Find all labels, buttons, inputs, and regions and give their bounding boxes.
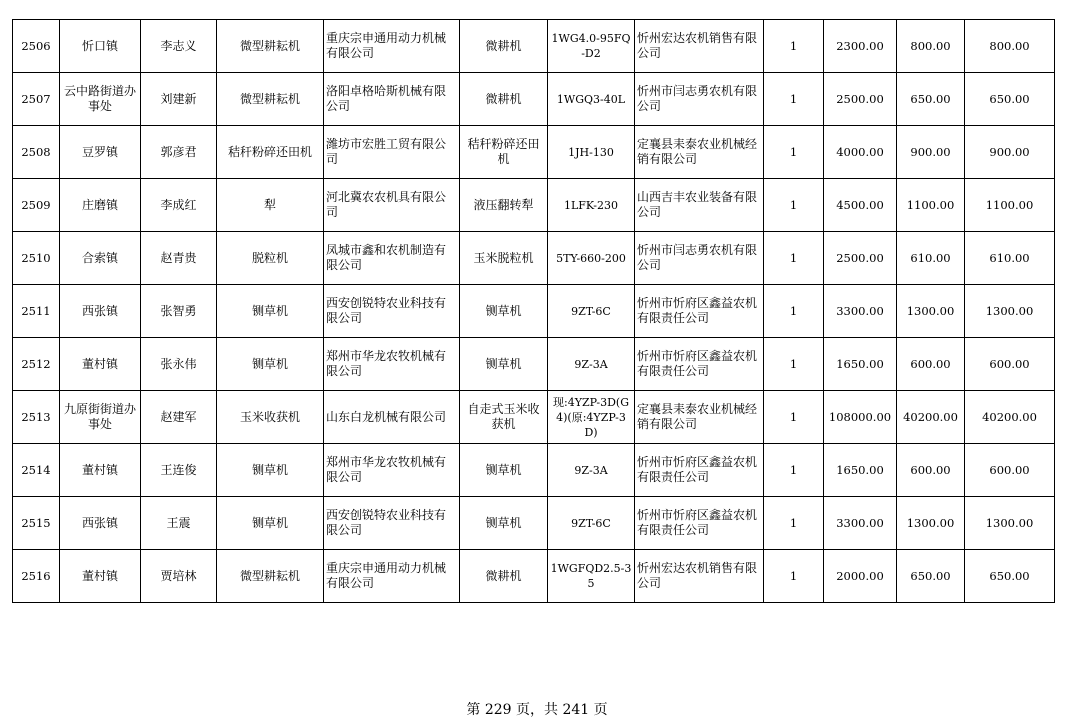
quantity-cell: 1 [764,497,824,550]
serial-number-cell: 2507 [13,73,60,126]
machine-category-cell: 铡草机 [217,444,324,497]
town-cell: 合索镇 [60,232,141,285]
dealer-cell: 忻州市忻府区鑫益农机有限责任公司 [635,497,764,550]
town-cell: 云中路街道办事处 [60,73,141,126]
purchaser-name-cell: 王连俊 [141,444,217,497]
dealer-cell: 忻州宏达农机销售有限公司 [635,550,764,603]
subsidy-cell: 650.00 [897,550,965,603]
product-name-cell: 液压翻转犁 [460,179,548,232]
product-name-cell: 微耕机 [460,20,548,73]
total-subsidy-cell: 610.00 [965,232,1055,285]
town-cell: 董村镇 [60,444,141,497]
subsidy-table-container [12,19,1054,603]
total-subsidy-cell: 900.00 [965,126,1055,179]
product-name-cell: 玉米脱粒机 [460,232,548,285]
manufacturer-cell: 重庆宗申通用动力机械有限公司 [324,20,460,73]
unit-price-cell: 3300.00 [824,497,897,550]
table-row [13,73,1055,126]
table-row [13,550,1055,603]
town-cell: 董村镇 [60,338,141,391]
machine-category-cell: 微型耕耘机 [217,20,324,73]
total-subsidy-cell: 40200.00 [965,391,1055,444]
town-cell: 九原街街道办事处 [60,391,141,444]
product-name-cell: 铡草机 [460,285,548,338]
purchaser-name-cell: 刘建新 [141,73,217,126]
quantity-cell: 1 [764,232,824,285]
dealer-cell: 忻州市忻府区鑫益农机有限责任公司 [635,444,764,497]
table-row [13,20,1055,73]
unit-price-cell: 2500.00 [824,232,897,285]
model-cell: 9Z-3A [548,338,635,391]
model-cell: 9ZT-6C [548,497,635,550]
product-name-cell: 铡草机 [460,444,548,497]
unit-price-cell: 1650.00 [824,338,897,391]
quantity-cell: 1 [764,444,824,497]
machine-category-cell: 微型耕耘机 [217,550,324,603]
purchaser-name-cell: 赵建军 [141,391,217,444]
serial-number-cell: 2511 [13,285,60,338]
machine-category-cell: 脱粒机 [217,232,324,285]
subsidy-cell: 800.00 [897,20,965,73]
table-row [13,179,1055,232]
dealer-cell: 山西吉丰农业装备有限公司 [635,179,764,232]
machine-category-cell: 铡草机 [217,497,324,550]
serial-number-cell: 2514 [13,444,60,497]
product-name-cell: 秸秆粉碎还田机 [460,126,548,179]
model-cell: 1WGFQD2.5-35 [548,550,635,603]
serial-number-cell: 2508 [13,126,60,179]
manufacturer-cell: 山东白龙机械有限公司 [324,391,460,444]
product-name-cell: 铡草机 [460,338,548,391]
quantity-cell: 1 [764,391,824,444]
machine-category-cell: 玉米收获机 [217,391,324,444]
table-row [13,232,1055,285]
serial-number-cell: 2510 [13,232,60,285]
purchaser-name-cell: 张智勇 [141,285,217,338]
model-cell: 1JH-130 [548,126,635,179]
table-row [13,285,1055,338]
model-cell: 5TY-660-200 [548,232,635,285]
total-subsidy-cell: 600.00 [965,338,1055,391]
quantity-cell: 1 [764,338,824,391]
manufacturer-cell: 河北冀农农机具有限公司 [324,179,460,232]
manufacturer-cell: 潍坊市宏胜工贸有限公司 [324,126,460,179]
table-row [13,338,1055,391]
dealer-cell: 忻州市闫志勇农机有限公司 [635,232,764,285]
purchaser-name-cell: 贾培林 [141,550,217,603]
model-cell: 1WG4.0-95FQ-D2 [548,20,635,73]
subsidy-table [12,19,1055,603]
unit-price-cell: 4500.00 [824,179,897,232]
serial-number-cell: 2515 [13,497,60,550]
table-row [13,444,1055,497]
model-cell: 现:4YZP-3D(G4)(原:4YZP-3D) [548,391,635,444]
quantity-cell: 1 [764,550,824,603]
model-cell: 1LFK-230 [548,179,635,232]
purchaser-name-cell: 郭彦君 [141,126,217,179]
serial-number-cell: 2506 [13,20,60,73]
manufacturer-cell: 凤城市鑫和农机制造有限公司 [324,232,460,285]
total-subsidy-cell: 1300.00 [965,285,1055,338]
unit-price-cell: 4000.00 [824,126,897,179]
dealer-cell: 定襄县耒泰农业机械经销有限公司 [635,126,764,179]
total-subsidy-cell: 650.00 [965,73,1055,126]
subsidy-cell: 600.00 [897,338,965,391]
quantity-cell: 1 [764,179,824,232]
page-footer: 第 229 页，共 241 页 [466,702,608,718]
manufacturer-cell: 重庆宗申通用动力机械有限公司 [324,550,460,603]
table-row [13,126,1055,179]
machine-category-cell: 犁 [217,179,324,232]
model-cell: 9ZT-6C [548,285,635,338]
serial-number-cell: 2513 [13,391,60,444]
product-name-cell: 自走式玉米收获机 [460,391,548,444]
subsidy-cell: 600.00 [897,444,965,497]
manufacturer-cell: 郑州市华龙农牧机械有限公司 [324,444,460,497]
unit-price-cell: 2000.00 [824,550,897,603]
town-cell: 西张镇 [60,285,141,338]
purchaser-name-cell: 张永伟 [141,338,217,391]
purchaser-name-cell: 王震 [141,497,217,550]
total-subsidy-cell: 800.00 [965,20,1055,73]
unit-price-cell: 108000.00 [824,391,897,444]
dealer-cell: 忻州市忻府区鑫益农机有限责任公司 [635,285,764,338]
total-subsidy-cell: 1300.00 [965,497,1055,550]
quantity-cell: 1 [764,285,824,338]
subsidy-cell: 610.00 [897,232,965,285]
machine-category-cell: 秸秆粉碎还田机 [217,126,324,179]
subsidy-cell: 1100.00 [897,179,965,232]
serial-number-cell: 2509 [13,179,60,232]
dealer-cell: 忻州市闫志勇农机有限公司 [635,73,764,126]
total-subsidy-cell: 600.00 [965,444,1055,497]
model-cell: 1WGQ3-40L [548,73,635,126]
purchaser-name-cell: 赵青贵 [141,232,217,285]
dealer-cell: 定襄县耒泰农业机械经销有限公司 [635,391,764,444]
town-cell: 豆罗镇 [60,126,141,179]
unit-price-cell: 3300.00 [824,285,897,338]
subsidy-cell: 1300.00 [897,497,965,550]
machine-category-cell: 铡草机 [217,285,324,338]
subsidy-cell: 900.00 [897,126,965,179]
machine-category-cell: 微型耕耘机 [217,73,324,126]
product-name-cell: 微耕机 [460,550,548,603]
unit-price-cell: 2500.00 [824,73,897,126]
subsidy-cell: 40200.00 [897,391,965,444]
subsidy-cell: 650.00 [897,73,965,126]
unit-price-cell: 2300.00 [824,20,897,73]
model-cell: 9Z-3A [548,444,635,497]
town-cell: 西张镇 [60,497,141,550]
purchaser-name-cell: 李成红 [141,179,217,232]
serial-number-cell: 2516 [13,550,60,603]
manufacturer-cell: 洛阳卓格哈斯机械有限公司 [324,73,460,126]
manufacturer-cell: 郑州市华龙农牧机械有限公司 [324,338,460,391]
manufacturer-cell: 西安创锐特农业科技有限公司 [324,285,460,338]
total-subsidy-cell: 650.00 [965,550,1055,603]
serial-number-cell: 2512 [13,338,60,391]
quantity-cell: 1 [764,73,824,126]
table-row [13,497,1055,550]
table-row [13,391,1055,444]
town-cell: 庄磨镇 [60,179,141,232]
quantity-cell: 1 [764,20,824,73]
product-name-cell: 铡草机 [460,497,548,550]
purchaser-name-cell: 李志义 [141,20,217,73]
manufacturer-cell: 西安创锐特农业科技有限公司 [324,497,460,550]
dealer-cell: 忻州市忻府区鑫益农机有限责任公司 [635,338,764,391]
unit-price-cell: 1650.00 [824,444,897,497]
quantity-cell: 1 [764,126,824,179]
town-cell: 忻口镇 [60,20,141,73]
town-cell: 董村镇 [60,550,141,603]
machine-category-cell: 铡草机 [217,338,324,391]
total-subsidy-cell: 1100.00 [965,179,1055,232]
product-name-cell: 微耕机 [460,73,548,126]
dealer-cell: 忻州宏达农机销售有限公司 [635,20,764,73]
subsidy-cell: 1300.00 [897,285,965,338]
table-body [13,20,1055,603]
